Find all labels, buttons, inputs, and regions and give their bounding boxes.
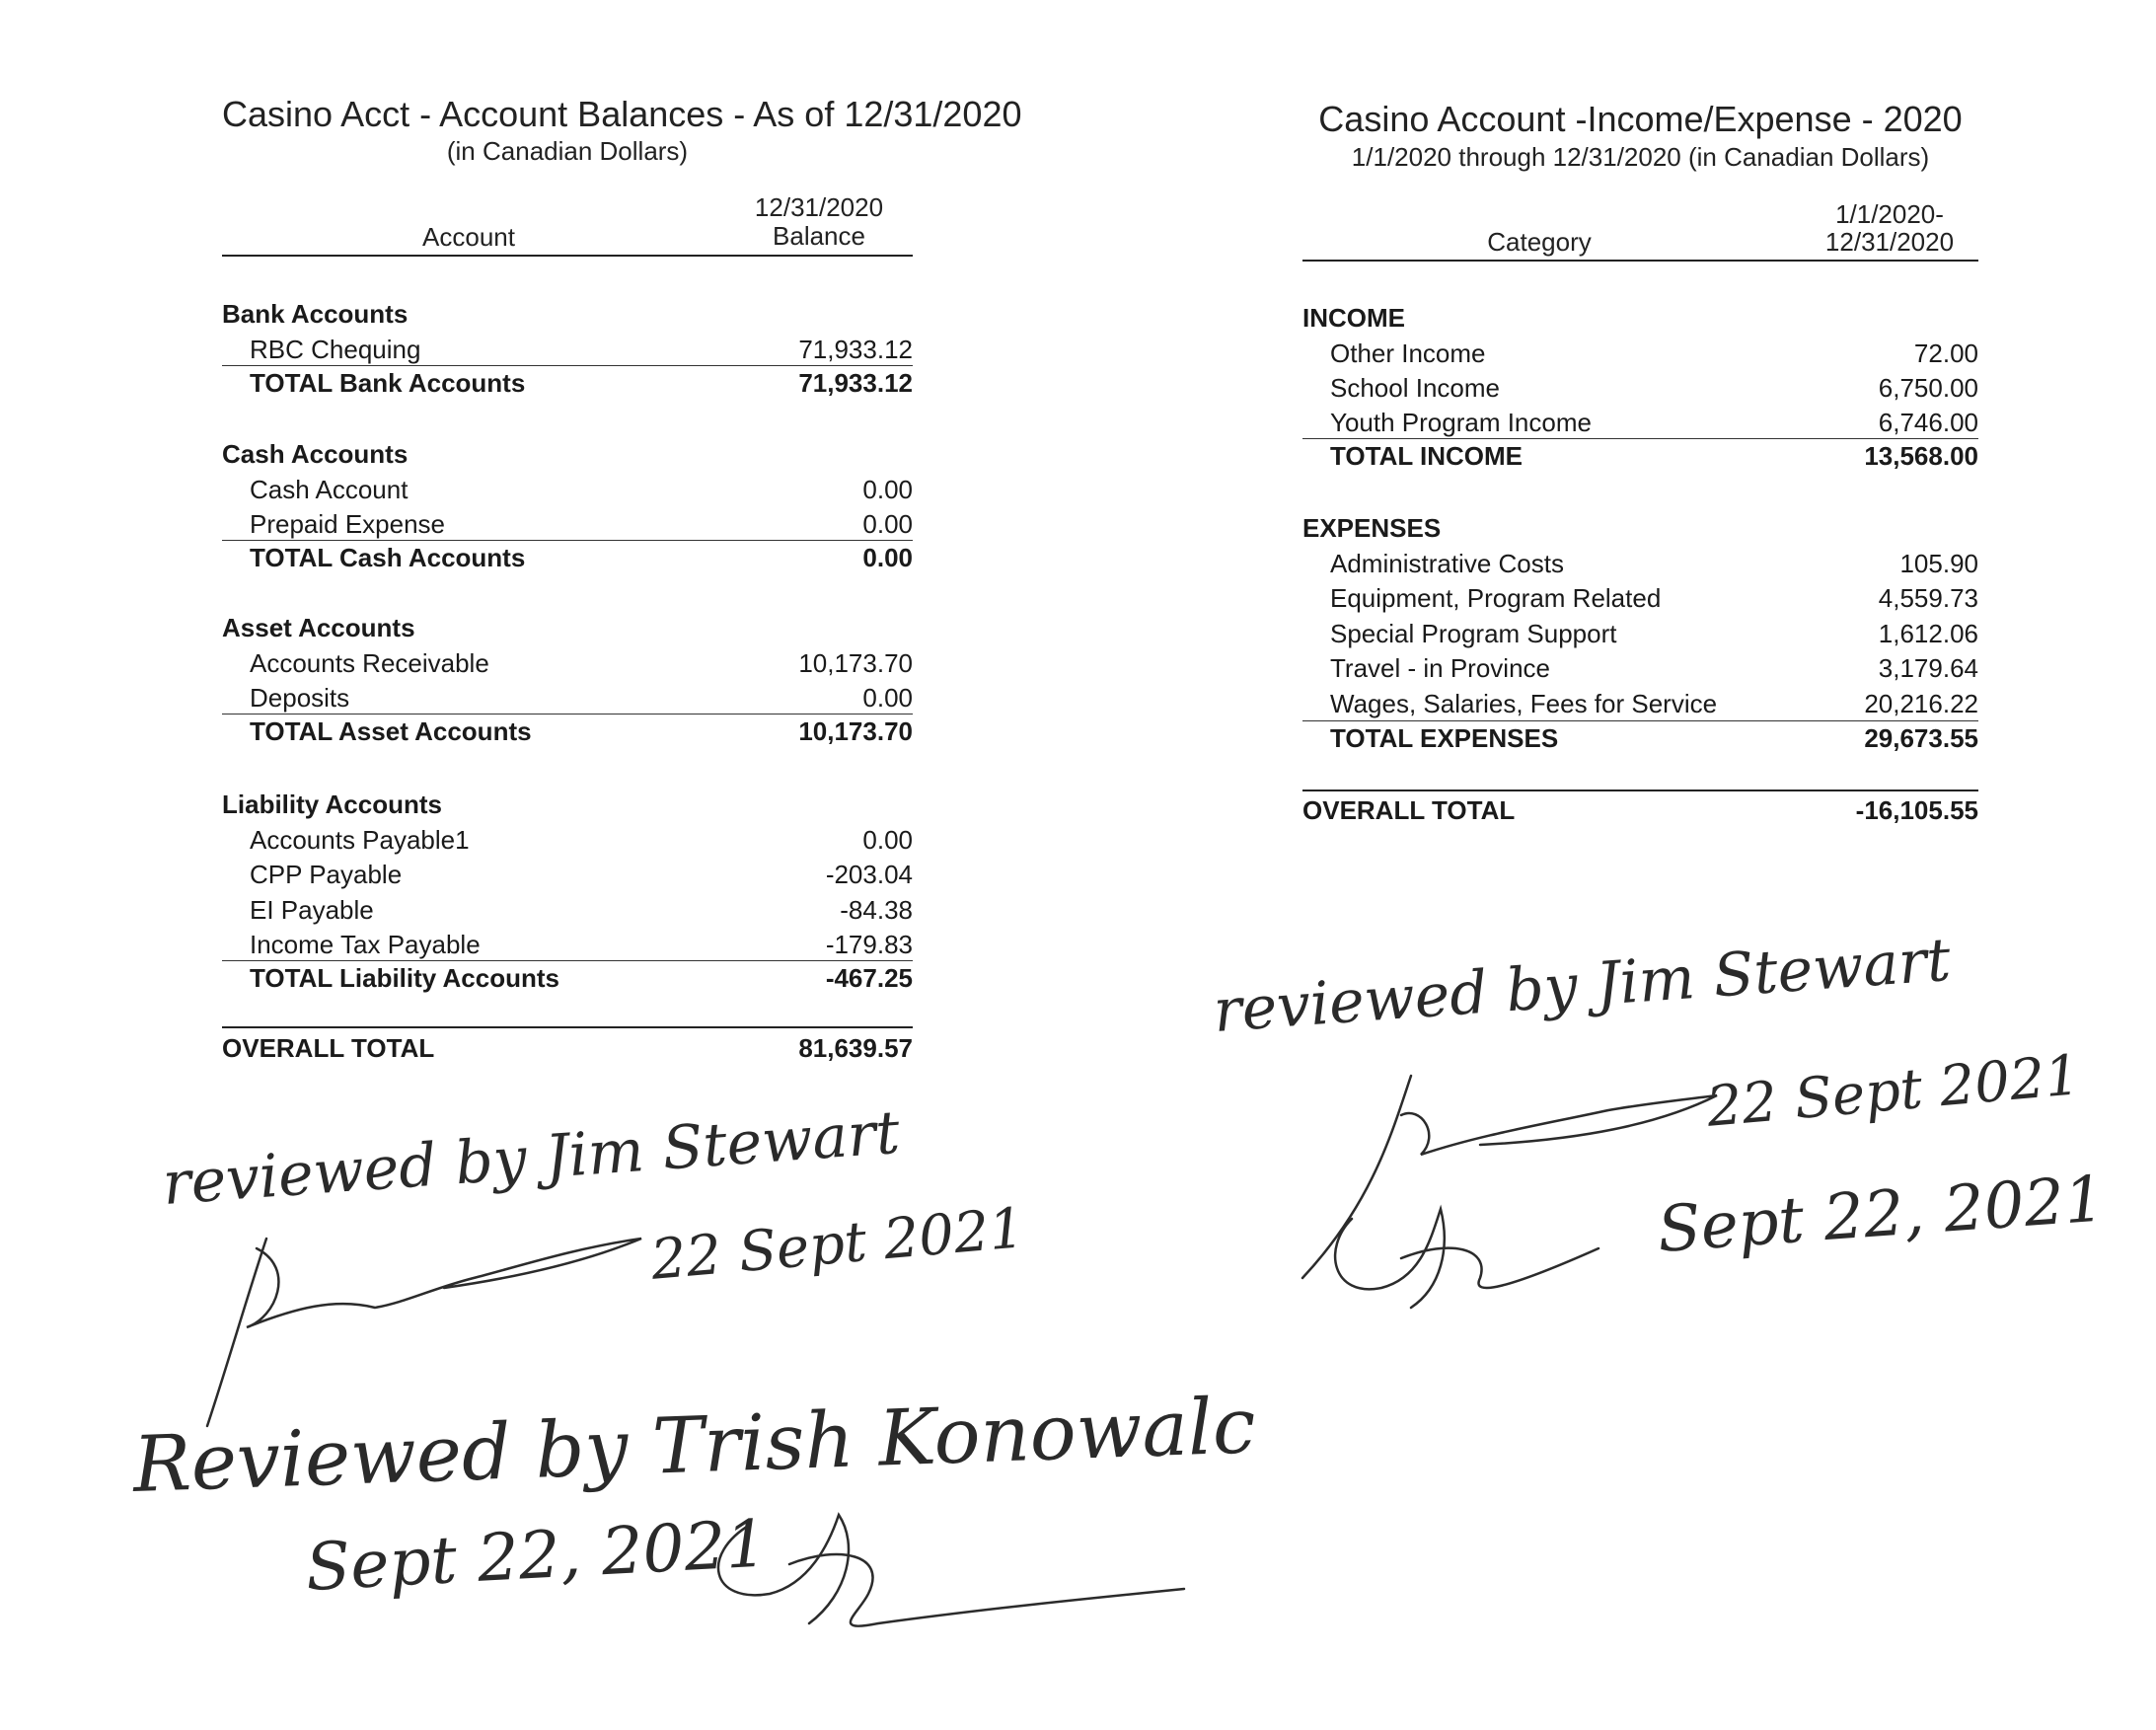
category-row: Wages, Salaries, Fees for Service 20,216.22 [1330,689,1978,718]
account-row: RBC Chequing 71,933.12 [250,335,913,364]
handwritten-review-note: Reviewed by Trish Konowalc [131,1382,1257,1510]
group-header: Bank Accounts [222,299,409,329]
handwritten-review-note: reviewed by Jim Stewart [1211,925,1953,1046]
report-subtitle: 1/1/2020 through 12/31/2020 (in Canadian Dollars) [1351,142,1930,172]
handwritten-date: 22 Sept 2021 [648,1196,1027,1293]
range-column-header-start: 1/1/2020- [1835,199,1944,229]
balance-column-header: Balance [773,221,865,251]
report-title: Casino Account -Income/Expense - 2020 [1318,99,1963,139]
header-rule [1302,260,1978,262]
account-column-header: Account [422,222,515,252]
account-row: Cash Account 0.00 [250,475,913,504]
subtotal-rule [1302,438,1978,439]
account-row: Accounts Payable1 0.00 [250,825,913,855]
group-header: EXPENSES [1302,513,1442,543]
group-header: Asset Accounts [222,613,415,642]
account-row: EI Payable -84.38 [250,895,913,925]
subtotal-rule [222,540,913,541]
account-row: Prepaid Expense 0.00 [250,509,913,539]
range-column-header-end: 12/31/2020 [1824,227,1955,257]
group-total-row: TOTAL Asset Accounts 10,173.70 [250,716,913,746]
report-subtitle: (in Canadian Dollars) [446,136,689,166]
category-row: Administrative Costs 105.90 [1330,549,1978,578]
handwritten-review-note: reviewed by Jim Stewart [160,1097,902,1219]
group-total-row: TOTAL INCOME 13,568.00 [1330,441,1978,471]
category-row: Other Income 72.00 [1330,338,1978,368]
group-total-row: TOTAL Bank Accounts 71,933.12 [250,368,913,398]
overall-rule [1302,790,1978,791]
overall-total-row: OVERALL TOTAL -16,105.55 [1302,795,1978,825]
category-row: Travel - in Province 3,179.64 [1330,653,1978,683]
group-header: Cash Accounts [222,439,409,469]
category-row: School Income 6,750.00 [1330,373,1978,403]
overall-rule [222,1026,913,1028]
report-title: Casino Acct - Account Balances - As of 12/31/2020 [222,94,1022,134]
handwritten-date: Sept 22, 2021 [1655,1163,2108,1267]
subtotal-rule [1302,720,1978,721]
category-row: Equipment, Program Related 4,559.73 [1330,583,1978,613]
category-row: Youth Program Income 6,746.00 [1330,408,1978,437]
signature [187,1209,681,1446]
group-total-row: TOTAL EXPENSES 29,673.55 [1330,723,1978,753]
header-rule [222,255,913,257]
group-header: INCOME [1302,303,1405,333]
category-row: Special Program Support 1,612.06 [1330,619,1978,648]
handwritten-date: 22 Sept 2021 [1704,1043,2083,1140]
account-row: Accounts Receivable 10,173.70 [250,648,913,678]
overall-total-row: OVERALL TOTAL 81,639.57 [222,1033,913,1063]
group-header: Liability Accounts [222,790,442,819]
signature [691,1485,1204,1663]
date-column-header: 12/31/2020 [754,192,884,222]
handwritten-date: Sept 22, 2021 [303,1505,770,1606]
group-total-row: TOTAL Cash Accounts 0.00 [250,543,913,572]
subtotal-rule [222,960,913,961]
account-row: CPP Payable -203.04 [250,860,913,889]
signature [1312,1189,1628,1317]
account-row: Income Tax Payable -179.83 [250,930,913,959]
subtotal-rule [222,365,913,366]
category-column-header: Category [1487,227,1592,257]
group-total-row: TOTAL Liability Accounts -467.25 [250,963,913,993]
account-row: Deposits 0.00 [250,683,913,713]
subtotal-rule [222,714,913,715]
